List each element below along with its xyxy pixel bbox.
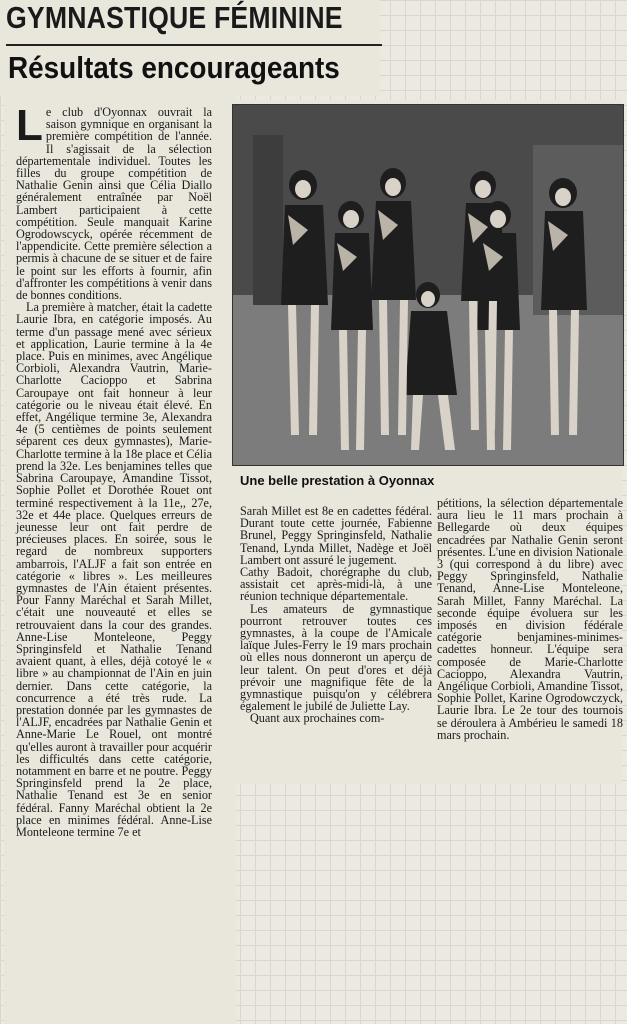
photo-caption: Une belle prestation à Oyonnax: [240, 473, 435, 488]
drop-cap: L: [16, 101, 43, 150]
article-headline: Résultats encourageants: [8, 50, 340, 85]
article-paragraph: Les amateurs de gymnastique pourront retrouver toutes ces gymnastes, à la coupe de l'Amicale laïque Jules-Ferry le 19 mars prochain où elles nous donneront un aperçu de leur talent. On peut d'ores et déjà prévoir une magnifique fête de la gymnastique puisqu'on y célébrera également le jubilé de Juliette Lay.: [240, 601, 432, 714]
article-column-3: [437, 497, 623, 741]
header-rule: [6, 44, 382, 46]
article-paragraph: [16, 101, 212, 303]
section-kicker: GYMNASTIQUE FÉMININE: [6, 0, 343, 35]
gymnasts-photo: [232, 104, 624, 466]
article-column-2: [240, 505, 432, 725]
article-paragraph: Quant aux prochaines com-: [250, 711, 385, 726]
article-paragraph: La première à matcher, était la cadette Laurie Ibra, en catégorie imposés. Au terme d'un passage mené avec sérieux et application, Laurie termine à la 4e place. Puis en minimes, avec Angélique Corbioli, Alexandra Vautrin, Marie-Charlotte Cacioppo et Sabrina Caroupaye ont fait honneur à leur catégorie ou le niveau était élevé. En effet, Angélique termine 3e, Alexandra 4e (5 centièmes de points seulement séparent ces deux gymnastes), Marie-Charlotte termine à la 18e place et Célia prend la 32e. Les benjamines telles que Sabrina Caroupaye, Amandine Tissot, Sophie Pollet et Dorothée Rouet ont terminé respectivement à la 11e,, 27e, 32e et 44e place. Quelques erreurs de jeunesse leur ont fait perdre de précieuses places. En soirée, sous le regard de nombreux supporters ambarrois, l'ALJF a fait son entrée en catégorie « libres ». Les meilleures gymnastes de l'Ain étaient présentes. Pour Fanny Maréchal et Sarah Millet, c'était une nouveauté et elles se retrouvaient dans la cour des grandes. Anne-Lise Monteleone, Peggy Springinsfeld et Nathalie Tenand avaient quant, à elles, déjà cotoyé le « libre » au championnat de l'Ain en juin dernier. Dans cette catégorie, la concurrence a été très rude. La prestation donnée par les gymnastes de l'ALJF, encadrées par Nathalie Genin et Anne-Marie Le Rouel, ont montré qu'elles auront à travailler pour acquérir les difficultés dans cette catégorie, notamment en barre et ne poutre. Peggy Springinsfeld prend la 2e place, Nathalie Tenand est 3e en senior fédéral. Fanny Maréchal obtient la 2e place en minimes fédéral. Anne-Lise Monteleone termine 7e et: [16, 300, 212, 839]
article-column-1: [16, 101, 212, 839]
article-text: e club d'Oyonnax ouvrait la saison gymnique en organisant la première compétition de l'année. Il s'agissait de la sélection départementale individuel. Toutes les filles du groupe compétition de Nathalie Genin ainsi que Célia Diallo généralement entraînée par Noël Lambert participaient à cette compétition. Seule manquait Karine Ogrodowscyck, opérée récemment de l'appendicite. Cette première sélection a permis à chacune de se situer et de faire le point sur les efforts à fournir, afin d'affronter les compétitions à venir dans de bonnes conditions.: [16, 105, 212, 303]
article-paragraph: Cathy Badoit, chorégraphe du club, assistait cet après-midi-là, à une réunion technique départementale.: [240, 565, 432, 604]
article-paragraph: pétitions, la sélection départementale aura lieu le 11 mars prochain à Bellegarde où deux équipes encadrées par Nathalie Genin seront présentes. L'une en division Nationale 3 (qui correspond à du libre) avec Peggy Springinsfeld, Nathalie Tenand, Anne-Lise Monteleone, Sarah Millet, Fanny Maréchal. La seconde équipe évoluera sur les imposés en division fédérale catégorie benjamines-minimes-cadettes honneur. L'équipe sera composée de Marie-Charlotte Cacioppo, Alexandra Vautrin, Angélique Corbioli, Amandine Tissot, Sophie Pollet, Karine Ogrodowczyck, Laurie Ibra. Le 2e tour des tournois se déroulera à Ambérieu le samedi 18 mars prochain.: [437, 496, 623, 742]
article-paragraph: Sarah Millet est 8e en cadettes fédéral. Durant toute cette journée, Fabienne Brunel, Peggy Springinsfeld, Nathalie Tenand, Lynda Millet, Nadège et Joël Lambert ont assuré le jugement.: [240, 504, 432, 567]
